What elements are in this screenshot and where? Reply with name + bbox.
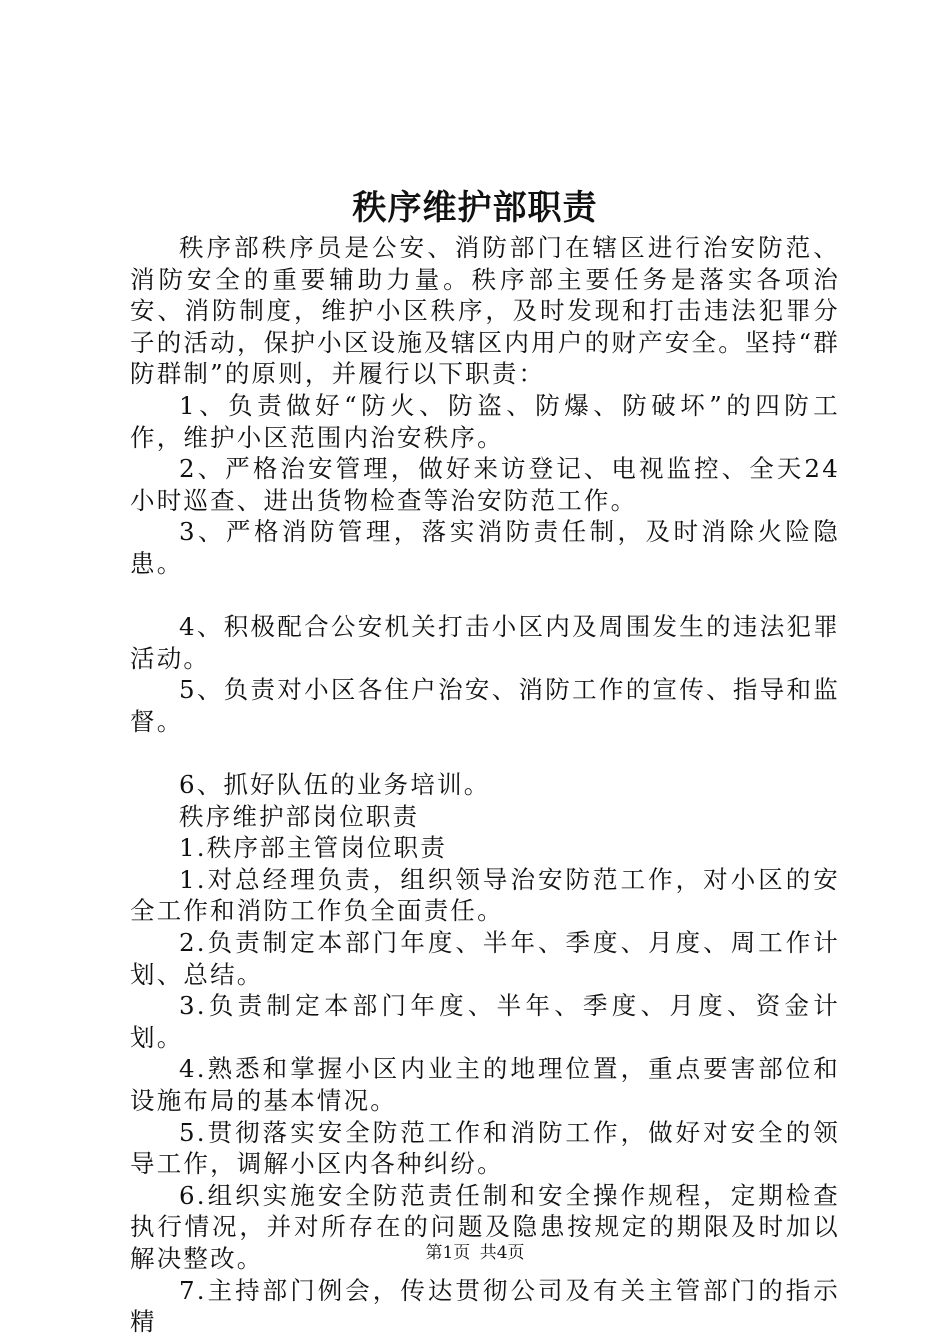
page-number: 第1页	[425, 1243, 471, 1263]
duty-item-2: 2、严格治安管理，做好来访登记、电视监控、全天24小时巡查、进出货物检查等治安防范工作。	[130, 454, 840, 515]
supervisor-duty-3: 3.负责制定本部门年度、半年、季度、月度、资金计划。	[130, 991, 840, 1052]
duty-item-5: 5、负责对小区各住户治安、消防工作的宣传、指导和监督。	[130, 675, 840, 736]
section-heading: 秩序维护部岗位职责	[179, 801, 420, 831]
supervisor-duty-7: 7.主持部门例会，传达贯彻公司及有关主管部门的指示精	[130, 1275, 840, 1337]
supervisor-duty-4: 4.熟悉和掌握小区内业主的地理位置，重点要害部位和设施布局的基本情况。	[130, 1054, 840, 1116]
document-title: 秩序维护部职责	[352, 188, 598, 228]
intro-paragraph: 秩序部秩序员是公安、消防部门在辖区进行治安防范、消防安全的重要辅助力量。秩序部主要任务是落实各项治安、消防制度，维护小区秩序，及时发现和打击违法犯罪分子的活动，保护小区设施及辖区内用户的财产安全。坚持“群防群制”的原则，并履行以下职责：	[130, 233, 840, 389]
duty-item-4: 4、积极配合公安机关打击小区内及周围发生的违法犯罪活动。	[130, 612, 840, 673]
duty-item-1: 1、负责做好“防火、防盗、防爆、防破坏”的四防工作，维护小区范围内治安秩序。	[130, 390, 840, 452]
supervisor-duty-5: 5.贯彻落实安全防范工作和消防工作，做好对安全的领导工作，调解小区内各种纠纷。	[130, 1117, 840, 1179]
page-footer	[0, 1242, 950, 1264]
supervisor-duty-6: 6.组织实施安全防范责任制和安全操作规程，定期检查执行情况，并对所存在的问题及隐患按规定的期限及时加以解决整改。	[130, 1180, 840, 1273]
duty-item-3: 3、严格消防管理，落实消防责任制，及时消除火险隐患。	[130, 517, 840, 578]
supervisor-duty-2: 2.负责制定本部门年度、半年、季度、月度、周工作计划、总结。	[130, 928, 840, 989]
document-body	[130, 232, 840, 1338]
page-total: 共4页	[479, 1243, 525, 1263]
supervisor-duty-1: 1.对总经理负责，组织领导治安防范工作，对小区的安全工作和消防工作负全面责任。	[130, 864, 840, 926]
duty-item-6: 6、抓好队伍的业务培训。	[179, 770, 491, 800]
subsection-heading: 1.秩序部主管岗位职责	[179, 833, 448, 863]
